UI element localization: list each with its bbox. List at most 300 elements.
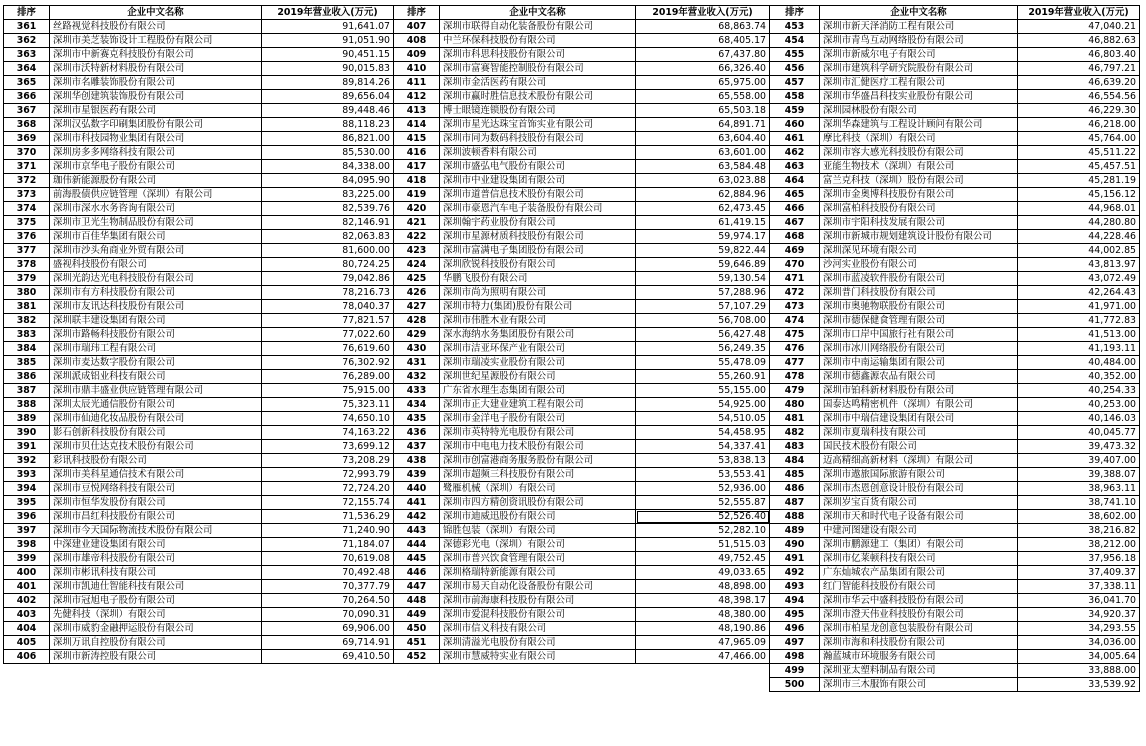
revenue-cell[interactable]: 65,975.00	[636, 76, 770, 90]
header-rank[interactable]: 排序	[4, 6, 50, 20]
name-cell[interactable]: 深圳市瑞凌实业股份有限公司	[440, 356, 636, 370]
revenue-cell[interactable]: 57,107.29	[636, 300, 770, 314]
revenue-cell[interactable]: 52,555.87	[636, 496, 770, 510]
revenue-cell[interactable]: 90,015.83	[262, 62, 394, 76]
name-cell[interactable]: 深圳普门科技股份有限公司	[820, 286, 1018, 300]
name-cell[interactable]: 深圳市中瑞信建设集团有限公司	[820, 412, 1018, 426]
name-cell[interactable]: 深圳市鹏源建工（集团）有限公司	[820, 538, 1018, 552]
rank-cell[interactable]: 409	[394, 48, 440, 62]
revenue-cell[interactable]: 39,388.07	[1018, 468, 1140, 482]
name-cell[interactable]: 深圳市蓝凌软件股份有限公司	[820, 272, 1018, 286]
revenue-cell[interactable]: 49,033.65	[636, 566, 770, 580]
name-cell[interactable]: 深圳市亿莱顿科技有限公司	[820, 552, 1018, 566]
rank-cell[interactable]: 487	[770, 496, 820, 510]
name-cell[interactable]: 深圳市宇阳科技发展有限公司	[820, 216, 1018, 230]
name-cell[interactable]: 深德彩光电（深圳）有限公司	[440, 538, 636, 552]
revenue-cell[interactable]: 76,619.60	[262, 342, 394, 356]
revenue-cell[interactable]: 45,511.22	[1018, 146, 1140, 160]
name-cell[interactable]: 深圳翰宇药业股份有限公司	[440, 216, 636, 230]
rank-cell[interactable]: 377	[4, 244, 50, 258]
rank-cell[interactable]: 440	[394, 482, 440, 496]
name-cell[interactable]: 深圳市中新赛克科技股份有限公司	[50, 48, 262, 62]
revenue-cell[interactable]: 77,821.57	[262, 314, 394, 328]
rank-cell[interactable]: 399	[4, 552, 50, 566]
name-cell[interactable]: 摩比科技（深圳）有限公司	[820, 132, 1018, 146]
name-cell[interactable]: 深圳市夏瑞科技有限公司	[820, 426, 1018, 440]
name-cell[interactable]: 深圳市澄天伟业科技股份有限公司	[820, 608, 1018, 622]
name-cell[interactable]: 深圳市尚为照明有限公司	[440, 286, 636, 300]
name-cell[interactable]: 深圳市四方精创资讯股份有限公司	[440, 496, 636, 510]
header-revenue[interactable]: 2019年营业收入(万元)	[262, 6, 394, 20]
rank-cell[interactable]: 464	[770, 174, 820, 188]
rank-cell[interactable]: 362	[4, 34, 50, 48]
rank-cell[interactable]: 376	[4, 230, 50, 244]
name-cell[interactable]: 深圳市彬讯科技有限公司	[50, 566, 262, 580]
revenue-cell[interactable]: 48,898.00	[636, 580, 770, 594]
name-cell[interactable]: 彩讯科技股份有限公司	[50, 454, 262, 468]
revenue-cell[interactable]: 59,130.54	[636, 272, 770, 286]
name-cell[interactable]: 深圳市普兴饮食管理有限公司	[440, 552, 636, 566]
revenue-cell[interactable]: 55,155.00	[636, 384, 770, 398]
revenue-cell[interactable]: 46,639.20	[1018, 76, 1140, 90]
revenue-cell[interactable]: 70,377.79	[262, 580, 394, 594]
rank-cell[interactable]: 416	[394, 146, 440, 160]
rank-cell[interactable]: 499	[770, 664, 820, 678]
rank-cell[interactable]: 457	[770, 76, 820, 90]
name-cell[interactable]: 深圳市口岸中国旅行社有限公司	[820, 328, 1018, 342]
revenue-cell[interactable]: 33,888.00	[1018, 664, 1140, 678]
rank-cell[interactable]: 439	[394, 468, 440, 482]
rank-cell[interactable]: 443	[394, 524, 440, 538]
name-cell[interactable]: 深圳市富赛智能控制股份有限公司	[440, 62, 636, 76]
name-cell[interactable]: 国民技术股份有限公司	[820, 440, 1018, 454]
revenue-cell[interactable]: 70,619.08	[262, 552, 394, 566]
rank-cell[interactable]: 407	[394, 20, 440, 34]
rank-cell[interactable]: 488	[770, 510, 820, 524]
name-cell[interactable]: 深圳市新城市规划建筑设计股份有限公司	[820, 230, 1018, 244]
revenue-cell[interactable]: 46,229.30	[1018, 104, 1140, 118]
rank-cell[interactable]: 436	[394, 426, 440, 440]
revenue-cell[interactable]: 45,156.12	[1018, 188, 1140, 202]
name-cell[interactable]: 深圳市今天国际物流技术股份有限公司	[50, 524, 262, 538]
revenue-cell[interactable]: 70,492.48	[262, 566, 394, 580]
name-cell[interactable]: 深圳市中业建设集团有限公司	[440, 174, 636, 188]
revenue-cell[interactable]: 69,714.91	[262, 636, 394, 650]
name-cell[interactable]: 深圳岁宝百货有限公司	[820, 496, 1018, 510]
rank-cell[interactable]: 413	[394, 104, 440, 118]
revenue-cell[interactable]: 63,604.40	[636, 132, 770, 146]
revenue-cell[interactable]: 41,513.00	[1018, 328, 1140, 342]
name-cell[interactable]: 广东省水理生态集团有限公司	[440, 384, 636, 398]
rank-cell[interactable]: 394	[4, 482, 50, 496]
rank-cell[interactable]: 422	[394, 230, 440, 244]
name-cell[interactable]: 深圳市中南运输集团有限公司	[820, 356, 1018, 370]
name-cell[interactable]: 深圳市名雕装饰股份有限公司	[50, 76, 262, 90]
name-cell[interactable]: 深圳市新天泽消防工程有限公司	[820, 20, 1018, 34]
name-cell[interactable]: 深圳市建筑科学研究院股份有限公司	[820, 62, 1018, 76]
revenue-cell[interactable]: 62,473.45	[636, 202, 770, 216]
rank-cell[interactable]: 421	[394, 216, 440, 230]
rank-cell[interactable]: 462	[770, 146, 820, 160]
rank-cell[interactable]: 428	[394, 314, 440, 328]
rank-cell[interactable]: 395	[4, 496, 50, 510]
name-cell[interactable]: 深圳市联得自动化装备股份有限公司	[440, 20, 636, 34]
rank-cell[interactable]: 425	[394, 272, 440, 286]
name-cell[interactable]: 深圳波顿香料有限公司	[440, 146, 636, 160]
revenue-cell[interactable]: 59,974.17	[636, 230, 770, 244]
rank-cell[interactable]: 378	[4, 258, 50, 272]
revenue-cell[interactable]: 54,337.41	[636, 440, 770, 454]
revenue-cell[interactable]: 41,772.83	[1018, 314, 1140, 328]
revenue-cell[interactable]: 34,036.00	[1018, 636, 1140, 650]
revenue-cell[interactable]: 54,925.00	[636, 398, 770, 412]
rank-cell[interactable]: 383	[4, 328, 50, 342]
revenue-cell[interactable]: 78,216.73	[262, 286, 394, 300]
revenue-cell[interactable]: 34,920.37	[1018, 608, 1140, 622]
revenue-cell[interactable]: 71,240.90	[262, 524, 394, 538]
rank-cell[interactable]: 367	[4, 104, 50, 118]
revenue-cell[interactable]: 56,427.48	[636, 328, 770, 342]
revenue-cell[interactable]: 43,813.97	[1018, 258, 1140, 272]
revenue-cell[interactable]: 48,190.86	[636, 622, 770, 636]
revenue-cell[interactable]: 44,280.80	[1018, 216, 1140, 230]
rank-cell[interactable]: 423	[394, 244, 440, 258]
revenue-cell[interactable]: 88,118.23	[262, 118, 394, 132]
rank-cell[interactable]: 401	[4, 580, 50, 594]
name-cell[interactable]: 深圳市凯迪仕智能科技有限公司	[50, 580, 262, 594]
rank-cell[interactable]: 432	[394, 370, 440, 384]
rank-cell[interactable]: 482	[770, 426, 820, 440]
name-cell[interactable]: 中兰环保科技股份有限公司	[440, 34, 636, 48]
name-cell[interactable]: 深水海纳水务集团股份有限公司	[440, 328, 636, 342]
revenue-cell[interactable]: 47,466.00	[636, 650, 770, 664]
revenue-cell[interactable]: 42,264.43	[1018, 286, 1140, 300]
rank-cell[interactable]: 398	[4, 538, 50, 552]
name-cell[interactable]: 深圳市超频三科技股份有限公司	[440, 468, 636, 482]
name-cell[interactable]: 鹭雁机械（深圳）有限公司	[440, 482, 636, 496]
name-cell[interactable]: 深圳清溢光电股份有限公司	[440, 636, 636, 650]
rank-cell[interactable]: 411	[394, 76, 440, 90]
rank-cell[interactable]: 467	[770, 216, 820, 230]
rank-cell[interactable]: 437	[394, 440, 440, 454]
revenue-cell[interactable]: 45,457.51	[1018, 160, 1140, 174]
revenue-cell[interactable]: 53,553.41	[636, 468, 770, 482]
name-cell[interactable]: 深圳市富满电子集团股份有限公司	[440, 244, 636, 258]
name-cell[interactable]: 深圳市爱混科技股份有限公司	[440, 608, 636, 622]
name-cell[interactable]: 深圳欣锐科技股份有限公司	[440, 258, 636, 272]
revenue-cell[interactable]: 52,936.00	[636, 482, 770, 496]
name-cell[interactable]: 深圳市恒华发股份有限公司	[50, 496, 262, 510]
name-cell[interactable]: 深圳市杰恩创意设计股份有限公司	[820, 482, 1018, 496]
revenue-cell[interactable]: 36,041.70	[1018, 594, 1140, 608]
rank-cell[interactable]: 485	[770, 468, 820, 482]
rank-cell[interactable]: 370	[4, 146, 50, 160]
rank-cell[interactable]: 434	[394, 398, 440, 412]
rank-cell[interactable]: 371	[4, 160, 50, 174]
rank-cell[interactable]: 479	[770, 384, 820, 398]
rank-cell[interactable]: 445	[394, 552, 440, 566]
rank-cell[interactable]: 435	[394, 412, 440, 426]
rank-cell[interactable]: 452	[394, 650, 440, 664]
name-cell[interactable]: 深圳市奥驰物联股份有限公司	[820, 300, 1018, 314]
rank-cell[interactable]: 470	[770, 258, 820, 272]
name-cell[interactable]: 深圳市华盛昌科技实业股份有限公司	[820, 90, 1018, 104]
name-cell[interactable]: 深圳汉弘数字印刷集团股份有限公司	[50, 118, 262, 132]
rank-cell[interactable]: 477	[770, 356, 820, 370]
name-cell[interactable]: 深圳市路畅科技股份有限公司	[50, 328, 262, 342]
name-cell[interactable]: 深圳市麦达数字股份有限公司	[50, 356, 262, 370]
revenue-cell[interactable]: 34,293.55	[1018, 622, 1140, 636]
name-cell[interactable]: 深圳市中电电力技术股份有限公司	[440, 440, 636, 454]
revenue-cell[interactable]: 44,002.85	[1018, 244, 1140, 258]
rank-cell[interactable]: 441	[394, 496, 440, 510]
rank-cell[interactable]: 368	[4, 118, 50, 132]
rank-cell[interactable]: 459	[770, 104, 820, 118]
rank-cell[interactable]: 430	[394, 342, 440, 356]
rank-cell[interactable]: 418	[394, 174, 440, 188]
name-cell[interactable]: 深圳市有方科技股份有限公司	[50, 286, 262, 300]
rank-cell[interactable]: 391	[4, 440, 50, 454]
name-cell[interactable]: 深圳市盛弘电气股份有限公司	[440, 160, 636, 174]
revenue-cell[interactable]: 90,451.15	[262, 48, 394, 62]
name-cell[interactable]: 深圳园林股份有限公司	[820, 104, 1018, 118]
revenue-cell[interactable]: 55,478.09	[636, 356, 770, 370]
rank-cell[interactable]: 414	[394, 118, 440, 132]
rank-cell[interactable]: 465	[770, 188, 820, 202]
name-cell[interactable]: 深圳市深水水务咨询有限公司	[50, 202, 262, 216]
name-cell[interactable]: 锦胜包装（深圳）有限公司	[440, 524, 636, 538]
revenue-cell[interactable]: 72,993.79	[262, 468, 394, 482]
name-cell[interactable]: 迈高精细高新材料（深圳）有限公司	[820, 454, 1018, 468]
rank-cell[interactable]: 491	[770, 552, 820, 566]
rank-cell[interactable]: 382	[4, 314, 50, 328]
revenue-cell[interactable]: 37,956.18	[1018, 552, 1140, 566]
rank-cell[interactable]: 480	[770, 398, 820, 412]
rank-cell[interactable]: 484	[770, 454, 820, 468]
rank-cell[interactable]: 489	[770, 524, 820, 538]
name-cell[interactable]: 深圳市新涛控股有限公司	[50, 650, 262, 664]
name-cell[interactable]: 深圳市德鑫源农品有限公司	[820, 370, 1018, 384]
rank-cell[interactable]: 366	[4, 90, 50, 104]
rank-cell[interactable]: 384	[4, 342, 50, 356]
name-cell[interactable]: 深圳市道普信息技术股份有限公司	[440, 188, 636, 202]
name-cell[interactable]: 深圳市科技园物业集团有限公司	[50, 132, 262, 146]
name-cell[interactable]: 深圳市百佳华集团有限公司	[50, 230, 262, 244]
name-cell[interactable]: 深圳市伟胜木业有限公司	[440, 314, 636, 328]
rank-cell[interactable]: 390	[4, 426, 50, 440]
rank-cell[interactable]: 410	[394, 62, 440, 76]
revenue-cell[interactable]: 40,045.77	[1018, 426, 1140, 440]
revenue-cell[interactable]: 66,326.40	[636, 62, 770, 76]
rank-cell[interactable]: 493	[770, 580, 820, 594]
revenue-cell[interactable]: 54,510.05	[636, 412, 770, 426]
rank-cell[interactable]: 460	[770, 118, 820, 132]
revenue-cell[interactable]: 72,724.20	[262, 482, 394, 496]
name-cell[interactable]: 深圳市海和科技股份有限公司	[820, 636, 1018, 650]
rank-cell[interactable]: 478	[770, 370, 820, 384]
name-cell[interactable]: 深圳市迪威迅股份有限公司	[440, 510, 636, 524]
rank-cell[interactable]: 449	[394, 608, 440, 622]
revenue-cell[interactable]: 86,821.00	[262, 132, 394, 146]
rank-cell[interactable]: 379	[4, 272, 50, 286]
revenue-cell[interactable]: 74,163.22	[262, 426, 394, 440]
name-cell[interactable]: 深圳市英特特光电股份有限公司	[440, 426, 636, 440]
name-cell[interactable]: 深圳市星银医药有限公司	[50, 104, 262, 118]
revenue-cell[interactable]: 56,249.35	[636, 342, 770, 356]
rank-cell[interactable]: 389	[4, 412, 50, 426]
rank-cell[interactable]: 446	[394, 566, 440, 580]
name-cell[interactable]: 深圳市友讯达科技股份有限公司	[50, 300, 262, 314]
rank-cell[interactable]: 456	[770, 62, 820, 76]
revenue-cell[interactable]: 73,699.12	[262, 440, 394, 454]
revenue-cell[interactable]: 38,741.10	[1018, 496, 1140, 510]
name-cell[interactable]: 深圳联丰建设集团有限公司	[50, 314, 262, 328]
revenue-cell[interactable]: 72,155.74	[262, 496, 394, 510]
rank-cell[interactable]: 447	[394, 580, 440, 594]
name-cell[interactable]: 深圳市新威尔电子有限公司	[820, 48, 1018, 62]
name-cell[interactable]: 深圳市豪恩汽车电子装备股份有限公司	[440, 202, 636, 216]
name-cell[interactable]: 深圳市三木服饰有限公司	[820, 678, 1018, 692]
header-revenue[interactable]: 2019年营业收入(万元)	[636, 6, 770, 20]
name-cell[interactable]: 深圳市贝仕达克技术股份有限公司	[50, 440, 262, 454]
rank-cell[interactable]: 397	[4, 524, 50, 538]
rank-cell[interactable]: 471	[770, 272, 820, 286]
revenue-cell[interactable]: 54,458.95	[636, 426, 770, 440]
revenue-cell[interactable]: 38,963.11	[1018, 482, 1140, 496]
rank-cell[interactable]: 458	[770, 90, 820, 104]
name-cell[interactable]: 深圳市前海康科技股份有限公司	[440, 594, 636, 608]
name-cell[interactable]: 深圳太辰光通信股份有限公司	[50, 398, 262, 412]
revenue-cell[interactable]: 63,584.48	[636, 160, 770, 174]
name-cell[interactable]: 深圳市沃特新材料股份有限公司	[50, 62, 262, 76]
revenue-cell[interactable]: 44,968.01	[1018, 202, 1140, 216]
rank-cell[interactable]: 408	[394, 34, 440, 48]
revenue-cell[interactable]: 53,838.13	[636, 454, 770, 468]
rank-cell[interactable]: 438	[394, 454, 440, 468]
rank-cell[interactable]: 454	[770, 34, 820, 48]
name-cell[interactable]: 深圳市洁亚环保产业有限公司	[440, 342, 636, 356]
revenue-cell[interactable]: 77,022.60	[262, 328, 394, 342]
revenue-cell[interactable]: 76,289.00	[262, 370, 394, 384]
revenue-cell[interactable]: 69,410.50	[262, 650, 394, 664]
rank-cell[interactable]: 497	[770, 636, 820, 650]
revenue-cell[interactable]: 40,352.00	[1018, 370, 1140, 384]
revenue-cell[interactable]: 40,254.33	[1018, 384, 1140, 398]
revenue-cell[interactable]: 46,218.00	[1018, 118, 1140, 132]
revenue-cell[interactable]: 52,526.40	[636, 510, 770, 524]
name-cell[interactable]: 深圳市冠旭电子股份有限公司	[50, 594, 262, 608]
revenue-cell[interactable]: 81,600.00	[262, 244, 394, 258]
name-cell[interactable]: 深圳市信义科技有限公司	[440, 622, 636, 636]
name-cell[interactable]: 深圳深见环境有限公司	[820, 244, 1018, 258]
rank-cell[interactable]: 375	[4, 216, 50, 230]
rank-cell[interactable]: 450	[394, 622, 440, 636]
name-cell[interactable]: 华鹏飞股份有限公司	[440, 272, 636, 286]
rank-cell[interactable]: 364	[4, 62, 50, 76]
name-cell[interactable]: 深圳市美芝装饰设计工程股份有限公司	[50, 34, 262, 48]
rank-cell[interactable]: 481	[770, 412, 820, 426]
rank-cell[interactable]: 486	[770, 482, 820, 496]
rank-cell[interactable]: 427	[394, 300, 440, 314]
revenue-cell[interactable]: 57,288.96	[636, 286, 770, 300]
name-cell[interactable]: 深圳市鼎丰盛业供应链管理有限公司	[50, 384, 262, 398]
name-cell[interactable]: 沙河实业股份有限公司	[820, 258, 1018, 272]
name-cell[interactable]: 深圳光韵达光电科技股份有限公司	[50, 272, 262, 286]
name-cell[interactable]: 深圳市金活医药有限公司	[440, 76, 636, 90]
rank-cell[interactable]: 492	[770, 566, 820, 580]
name-cell[interactable]: 深圳市德保健食管理有限公司	[820, 314, 1018, 328]
name-cell[interactable]: 深圳市铂科新材料股份有限公司	[820, 384, 1018, 398]
name-cell[interactable]: 深圳市汇健医疗工程有限公司	[820, 76, 1018, 90]
name-cell[interactable]: 瀚蓝城市环境服务有限公司	[820, 650, 1018, 664]
revenue-cell[interactable]: 61,419.15	[636, 216, 770, 230]
revenue-cell[interactable]: 82,063.83	[262, 230, 394, 244]
header-company-name[interactable]: 企业中文名称	[50, 6, 262, 20]
revenue-cell[interactable]: 62,884.96	[636, 188, 770, 202]
name-cell[interactable]: 深圳富柏科技股份有限公司	[820, 202, 1018, 216]
rank-cell[interactable]: 363	[4, 48, 50, 62]
revenue-cell[interactable]: 45,764.00	[1018, 132, 1140, 146]
rank-cell[interactable]: 406	[4, 650, 50, 664]
revenue-cell[interactable]: 70,090.31	[262, 608, 394, 622]
revenue-cell[interactable]: 55,260.91	[636, 370, 770, 384]
name-cell[interactable]: 深圳市威豹金融押运股份有限公司	[50, 622, 262, 636]
name-cell[interactable]: 深圳市赢时胜信息技术股份有限公司	[440, 90, 636, 104]
revenue-cell[interactable]: 51,515.03	[636, 538, 770, 552]
rank-cell[interactable]: 404	[4, 622, 50, 636]
revenue-cell[interactable]: 85,530.00	[262, 146, 394, 160]
name-cell[interactable]: 深圳市柏星龙创意包装股份有限公司	[820, 622, 1018, 636]
rank-cell[interactable]: 490	[770, 538, 820, 552]
revenue-cell[interactable]: 37,409.37	[1018, 566, 1140, 580]
name-cell[interactable]: 广东灿城农产品集团有限公司	[820, 566, 1018, 580]
rank-cell[interactable]: 372	[4, 174, 50, 188]
rank-cell[interactable]: 469	[770, 244, 820, 258]
revenue-cell[interactable]: 84,095.90	[262, 174, 394, 188]
name-cell[interactable]: 先健科技（深圳）有限公司	[50, 608, 262, 622]
revenue-cell[interactable]: 75,915.00	[262, 384, 394, 398]
revenue-cell[interactable]: 40,146.03	[1018, 412, 1140, 426]
revenue-cell[interactable]: 39,407.00	[1018, 454, 1140, 468]
rank-cell[interactable]: 448	[394, 594, 440, 608]
rank-cell[interactable]: 424	[394, 258, 440, 272]
rank-cell[interactable]: 365	[4, 76, 50, 90]
name-cell[interactable]: 国泰达鸣精密机件（深圳）有限公司	[820, 398, 1018, 412]
name-cell[interactable]: 深圳市科思科技股份有限公司	[440, 48, 636, 62]
revenue-cell[interactable]: 91,641.07	[262, 20, 394, 34]
name-cell[interactable]: 深圳市沙头角商业外贸有限公司	[50, 244, 262, 258]
name-cell[interactable]: 中建河图建设有限公司	[820, 524, 1018, 538]
rank-cell[interactable]: 400	[4, 566, 50, 580]
revenue-cell[interactable]: 46,554.56	[1018, 90, 1140, 104]
revenue-cell[interactable]: 89,656.04	[262, 90, 394, 104]
revenue-cell[interactable]: 52,282.10	[636, 524, 770, 538]
rank-cell[interactable]: 500	[770, 678, 820, 692]
revenue-cell[interactable]: 89,814.26	[262, 76, 394, 90]
rank-cell[interactable]: 483	[770, 440, 820, 454]
rank-cell[interactable]: 393	[4, 468, 50, 482]
header-company-name[interactable]: 企业中文名称	[820, 6, 1018, 20]
name-cell[interactable]: 深圳市华云中盛科技股份有限公司	[820, 594, 1018, 608]
name-cell[interactable]: 深圳市正大建业建筑工程有限公司	[440, 398, 636, 412]
revenue-cell[interactable]: 46,803.40	[1018, 48, 1140, 62]
revenue-cell[interactable]: 48,398.17	[636, 594, 770, 608]
name-cell[interactable]: 深圳市慧威特实业有限公司	[440, 650, 636, 664]
rank-cell[interactable]: 472	[770, 286, 820, 300]
revenue-cell[interactable]: 75,323.11	[262, 398, 394, 412]
revenue-cell[interactable]: 38,602.00	[1018, 510, 1140, 524]
rank-cell[interactable]: 494	[770, 594, 820, 608]
